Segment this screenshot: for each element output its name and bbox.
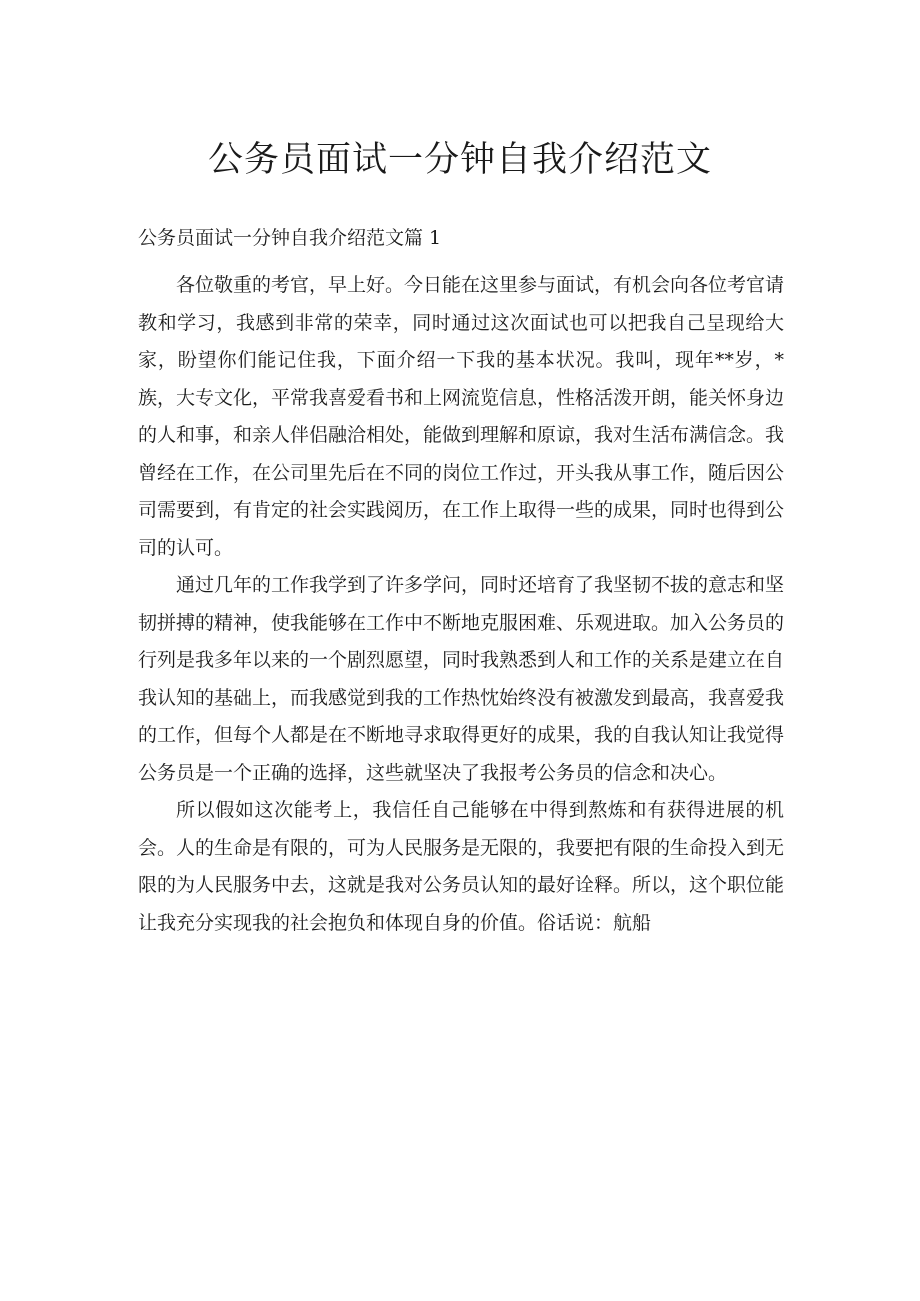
document-body: [138, 267, 784, 942]
paragraph-1: 各位敬重的考官，早上好。今日能在这里参与面试，有机会向各位考官请教和学习，我感到非常的荣幸，同时通过这次面试也可以把我自己呈现给大家，盼望你们能记住我，下面介绍一下我的基本状况。我叫，现年**岁，*族，大专文化，平常我喜爱看书和上网流览信息，性格活泼开朗，能关怀身边的人和事，和亲人伴侣融洽相处，能做到理解和原谅，我对生活布满信念。我曾经在工作，在公司里先后在不同的岗位工作过，开头我从事工作，随后因公司需要到，有肯定的社会实践阅历，在工作上取得一些的成果，同时也得到公司的认可。: [138, 274, 785, 559]
paragraph-2: 通过几年的工作我学到了许多学问，同时还培育了我坚韧不拔的意志和坚韧拼搏的精神，使我能够在工作中不断地克服困难、乐观进取。加入公务员的行列是我多年以来的一个剧烈愿望，同时我熟悉到人和工作的关系是建立在自我认知的基础上，而我感觉到我的工作热忱始终没有被激发到最高，我喜爱我的工作，但每个人都是在不断地寻求取得更好的成果，我的自我认知让我觉得公务员是一个正确的选择，这些就坚决了我报考公务员的信念和决心。: [138, 574, 785, 784]
paragraph-3: 所以假如这次能考上，我信任自己能够在中得到熬炼和有获得进展的机会。人的生命是有限的，可为人民服务是无限的，我要把有限的生命投入到无限的为人民服务中去，这就是我对公务员认知的最好诠释。所以，这个职位能让我充分实现我的社会抱负和体现自身的价值。俗话说：航船: [138, 799, 785, 934]
document-title: 公务员面试一分钟自我介绍范文: [207, 140, 712, 180]
section-heading: 公务员面试一分钟自我介绍范文篇 1: [138, 227, 442, 249]
